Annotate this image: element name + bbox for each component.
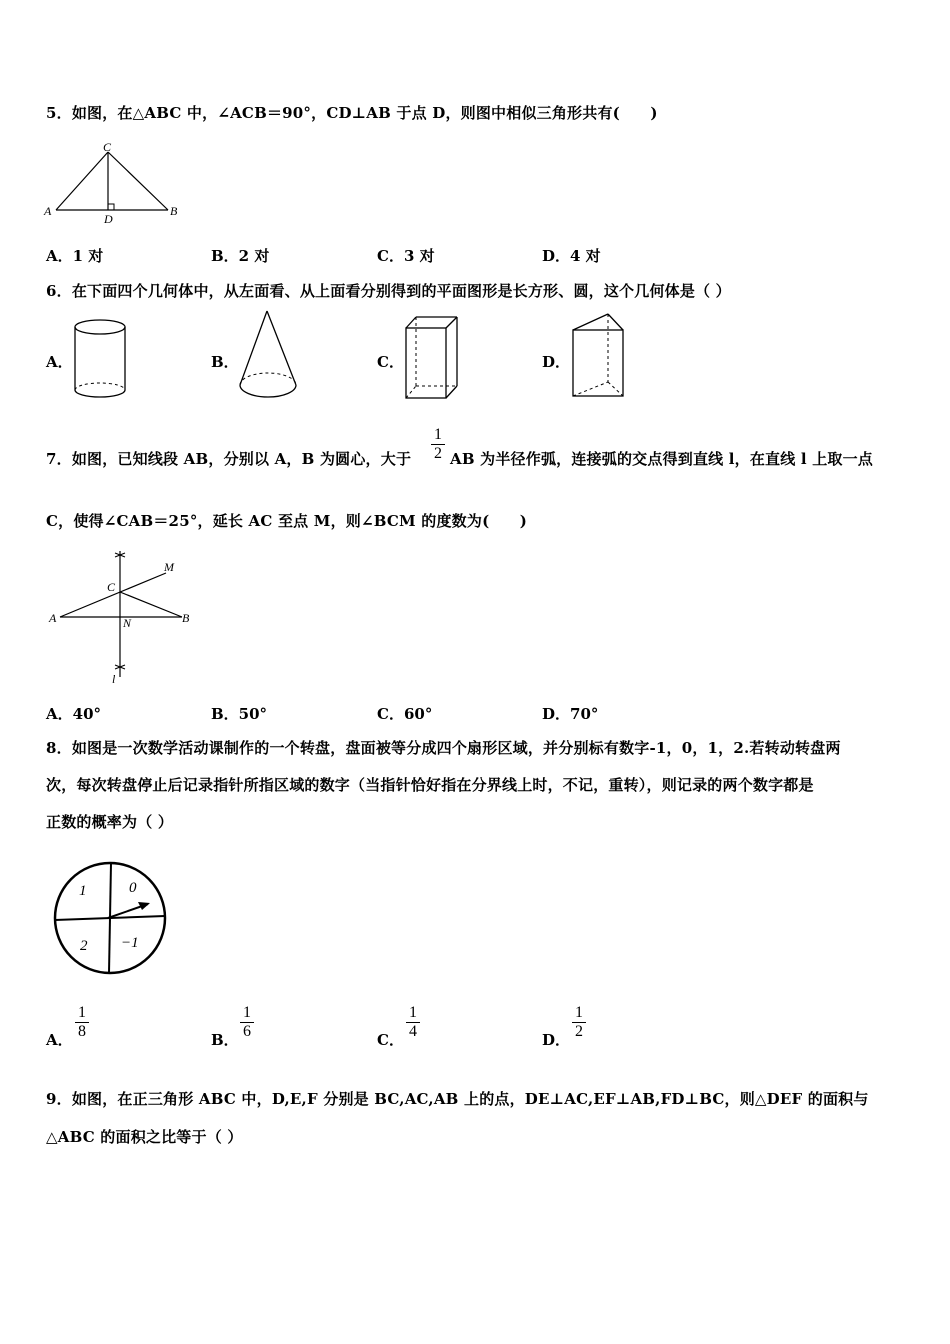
q7-label-b: B (182, 611, 190, 625)
q8-option-b-num: 1 (240, 1004, 254, 1023)
q7-frac-denominator: 2 (434, 445, 442, 462)
q5-label-b: B (170, 204, 178, 218)
q6-option-a: A． (46, 353, 73, 371)
q7-half-fraction (431, 426, 445, 463)
cylinder-figure (70, 316, 130, 402)
wheel-number-0: 0 (129, 880, 137, 896)
q8-option-b-letter: B． (211, 1031, 239, 1049)
q8-option-d-den: 2 (575, 1023, 583, 1040)
q8-option-c-letter: C． (377, 1031, 404, 1049)
q7-option-a: A．40° (46, 705, 102, 723)
q8-option-a-den: 8 (78, 1023, 86, 1040)
q7-stem-line2: C，使得∠CAB＝25°，延长 AC 至点 M，则∠BCM 的度数为( ) (46, 512, 528, 530)
q8-option-a-num: 1 (75, 1004, 89, 1023)
q7-label-l: l (112, 672, 116, 686)
q5-stem: 5．如图，在△ABC 中，∠ACB＝90°，CD⊥AB 于点 D，则图中相似三角形共有( ) (46, 104, 658, 122)
q5-triangle-figure (40, 140, 190, 228)
q7-option-c: C．60° (377, 705, 433, 723)
q7-perpendicular-bisector-figure (40, 545, 200, 687)
q9-line1: 9．如图，在正三角形 ABC 中，D,E,F 分别是 BC,AC,AB 上的点，DE⊥AC,EF⊥AB,FD⊥BC，则△DEF 的面积与 (46, 1090, 869, 1108)
q7-label-m: M (164, 560, 174, 574)
q8-option-d-num: 1 (572, 1004, 586, 1023)
q9-line2: △ABC 的面积之比等于（ ） (46, 1128, 243, 1146)
q8-option-a-fraction (75, 1004, 89, 1041)
wheel-number-1: 1 (79, 883, 87, 899)
q7-stem-part2: AB 为半径作弧，连接弧的交点得到直线 l，在直线 l 上取一点 (450, 450, 874, 468)
wheel-number-neg1: −1 (121, 935, 139, 951)
q5-option-a: A．1 对 (46, 247, 104, 265)
q7-frac-numerator: 1 (431, 426, 445, 445)
q6-option-b: B． (211, 353, 239, 371)
q5-option-b: B．2 对 (211, 247, 270, 265)
rectangular-prism-figure (402, 313, 464, 403)
triangular-prism-figure (568, 310, 630, 402)
wheel-number-2: 2 (80, 938, 88, 954)
cone-figure (234, 308, 304, 404)
q7-option-b: B．50° (211, 705, 268, 723)
q8-option-c-fraction (406, 1004, 420, 1041)
q6-stem: 6．在下面四个几何体中，从左面看、从上面看分别得到的平面图形是长方形、圆，这个几何体是（ ） (46, 282, 731, 300)
q8-option-c-num: 1 (406, 1004, 420, 1023)
q7-stem-part1: 7．如图，已知线段 AB，分别以 A，B 为圆心，大于 (46, 450, 412, 468)
q8-line1: 8．如图是一次数学活动课制作的一个转盘，盘面被等分成四个扇形区域，并分别标有数字-1，0，1，2.若转动转盘两 (46, 739, 841, 757)
spinner-wheel-figure (50, 858, 172, 980)
q5-label-a: A (44, 204, 52, 218)
q7-label-n: N (123, 616, 132, 630)
q5-label-c: C (103, 140, 112, 154)
q8-option-d-fraction (572, 1004, 586, 1041)
q5-label-d: D (104, 212, 113, 226)
q8-line2: 次，每次转盘停止后记录指针所指区域的数字（当指针恰好指在分界线上时，不记，重转），则记录的两个数字都是 (46, 776, 814, 794)
q8-option-b-den: 6 (243, 1023, 251, 1040)
q5-option-c: C．3 对 (377, 247, 435, 265)
q6-option-c: C． (377, 353, 404, 371)
q6-option-d: D． (542, 353, 571, 371)
q7-label-a: A (49, 611, 57, 625)
q8-line3: 正数的概率为（ ） (46, 813, 174, 831)
q8-option-c-den: 4 (409, 1023, 417, 1040)
q7-label-c: C (107, 580, 116, 594)
q7-option-d: D．70° (542, 705, 599, 723)
q5-option-d: D．4 对 (542, 247, 601, 265)
q8-option-a-letter: A． (46, 1031, 73, 1049)
q8-option-d-letter: D． (542, 1031, 571, 1049)
q8-option-b-fraction (240, 1004, 254, 1041)
